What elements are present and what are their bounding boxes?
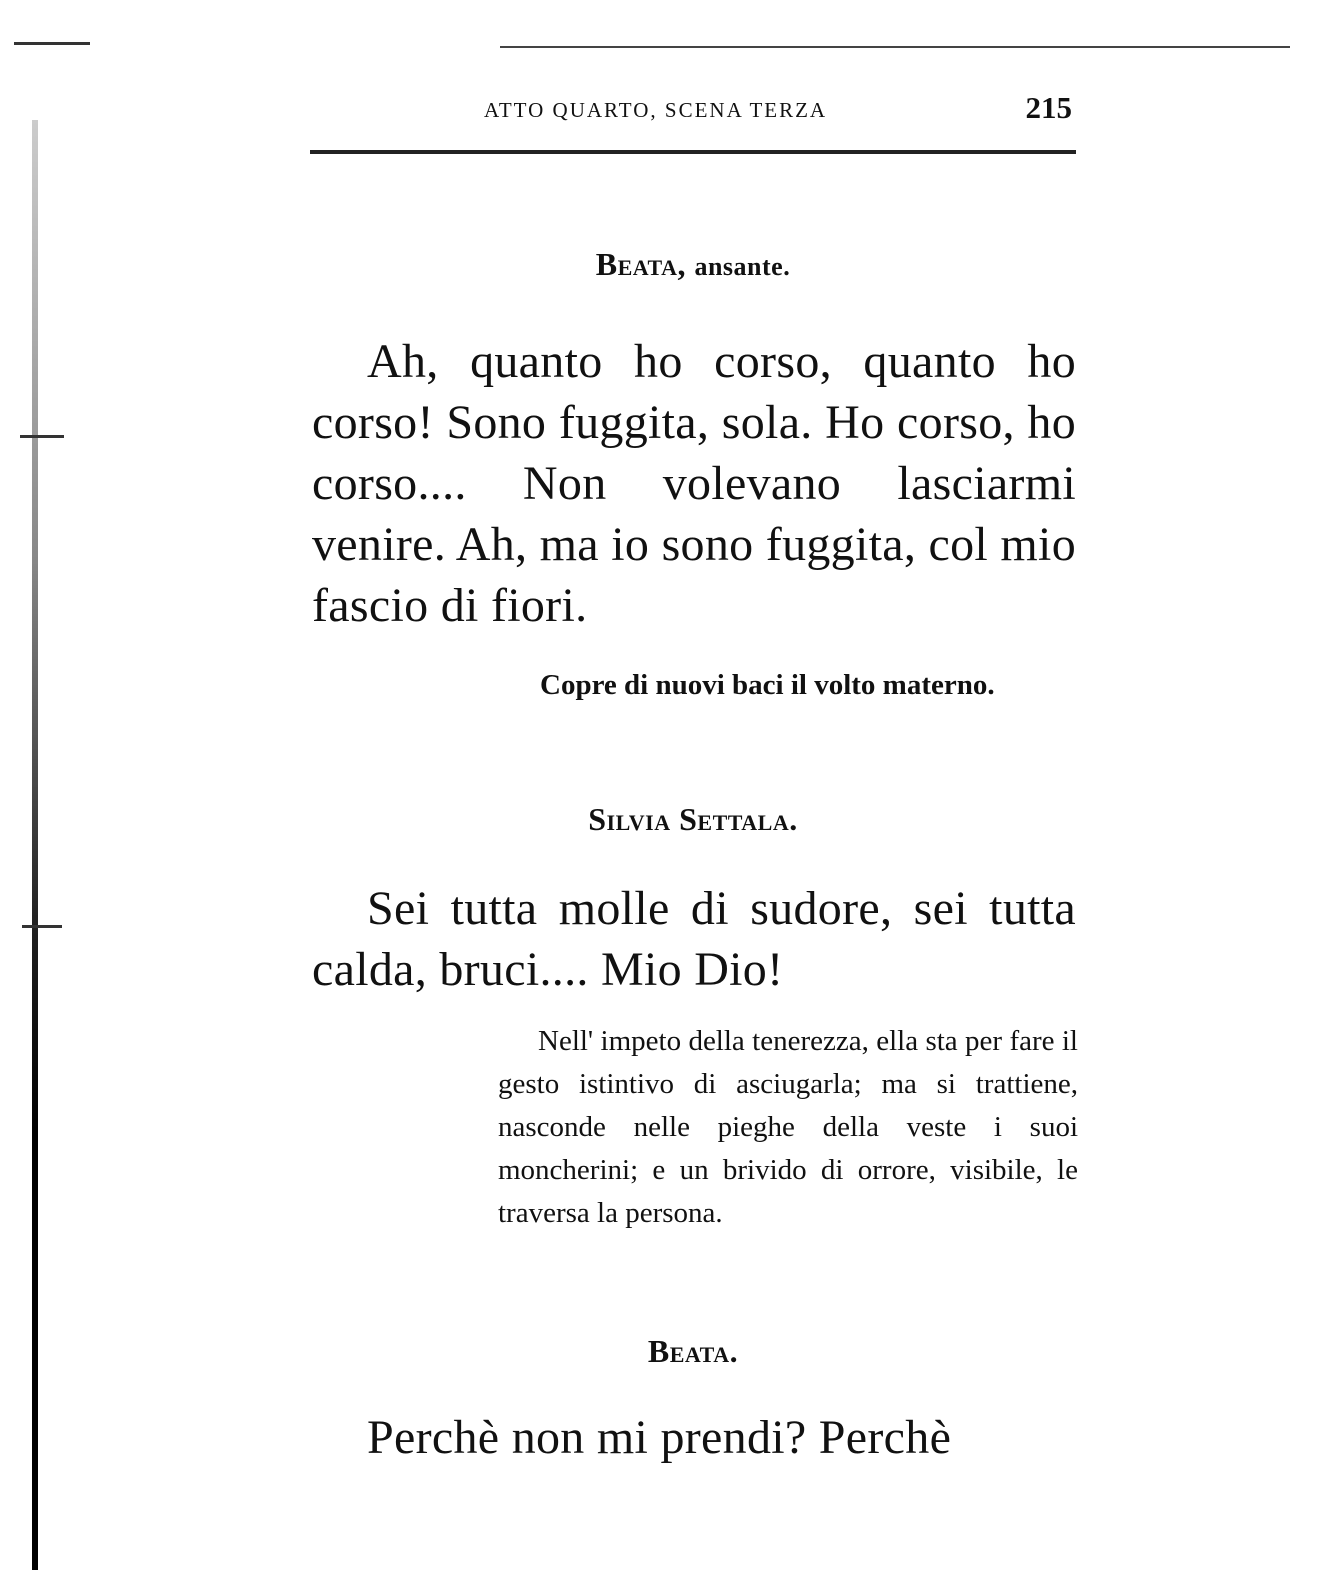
header-rule — [310, 150, 1076, 154]
stage-direction: Copre di nuovi baci il volto materno. — [540, 669, 995, 701]
speaker-heading — [310, 801, 1076, 838]
speaker-heading — [310, 1333, 1076, 1370]
speech-text: Ah, quanto ho corso, quanto ho corso! Sono fuggita, sola. Ho corso, ho corso.... Non volevano lasciarmi venire. Ah, ma io sono fuggita, col mio fascio di fiori. — [312, 335, 1076, 632]
running-head — [310, 88, 1076, 128]
page-number: 215 — [1025, 90, 1072, 125]
speaker-name: Beata, — [595, 246, 686, 282]
stage-direction: Nell' impeto della tenerezza, ella sta per fare il gesto istintivo di asciugarla; ma si trattiene, nasconde nelle pieghe della veste i suoi moncherini; e un brivido di orrore, visibile, le traversa la persona. — [498, 1025, 1078, 1229]
speaker-name: Beata. — [647, 1333, 739, 1369]
speech-text: Sei tutta molle di sudore, sei tutta calda, bruci.... Mio Dio! — [312, 882, 1076, 996]
book-binding-edge — [32, 120, 38, 1570]
running-title: ATTO QUARTO, SCENA TERZA — [484, 98, 828, 122]
speaker-heading — [310, 246, 1076, 283]
scan-edge-mark — [14, 42, 90, 45]
scan-edge-mark — [22, 925, 62, 928]
speaker-direction: ansante. — [694, 252, 791, 281]
speech-text: Perchè non mi prendi? Perchè — [367, 1411, 952, 1464]
speaker-name: Silvia Settala. — [588, 801, 798, 837]
scan-edge-mark — [20, 435, 64, 438]
scan-edge-mark — [500, 46, 1290, 48]
